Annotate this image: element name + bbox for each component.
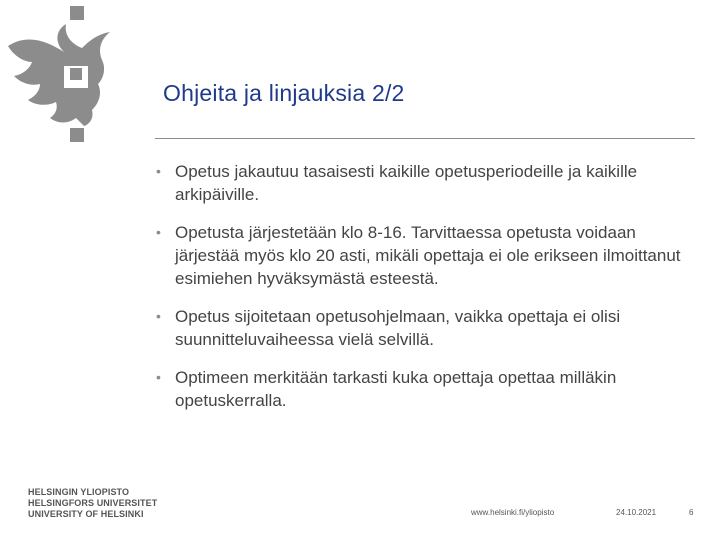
university-name-sv: HELSINGFORS UNIVERSITET <box>28 498 158 508</box>
bullet-marker: • <box>156 163 161 179</box>
bullet-item <box>152 366 697 412</box>
page-number: 6 <box>689 508 694 517</box>
title-divider <box>155 138 695 139</box>
footer-date: 24.10.2021 <box>616 508 657 517</box>
bullet-marker: • <box>156 224 161 240</box>
bullet-text: Opetusta järjestetään klo 8-16. Tarvittaessa opetusta voidaan järjestää myös klo 20 asti, mikäli opettaja ei ole erikseen ilmoittanut esimiehen hyväksymästä esteestä. <box>175 223 681 288</box>
bullet-text: Opetus jakautuu tasaisesti kaikille opetusperiodeille ja kaikille arkipäiville. <box>175 162 638 204</box>
university-name <box>28 487 157 520</box>
slide-title: Ohjeita ja linjauksia 2/2 <box>163 80 405 106</box>
university-name-fi: HELSINGIN YLIOPISTO <box>28 487 130 497</box>
flame-logo-icon <box>6 6 118 144</box>
bullet-marker: • <box>156 308 161 324</box>
bullet-text: Opetus sijoitetaan opetusohjelmaan, vaikka opettaja ei olisi suunnitteluvaiheessa vielä selvillä. <box>175 307 621 349</box>
bullet-item <box>152 221 697 290</box>
bullet-list <box>152 160 697 427</box>
university-name-en: UNIVERSITY OF HELSINKI <box>28 509 144 519</box>
bullet-text: Optimeen merkitään tarkasti kuka opettaja opettaa milläkin opetuskerralla. <box>175 368 617 410</box>
bullet-item <box>152 305 697 351</box>
bullet-marker: • <box>156 369 161 385</box>
footer-url: www.helsinki.fi/yliopisto <box>471 508 555 517</box>
bullet-item <box>152 160 697 206</box>
